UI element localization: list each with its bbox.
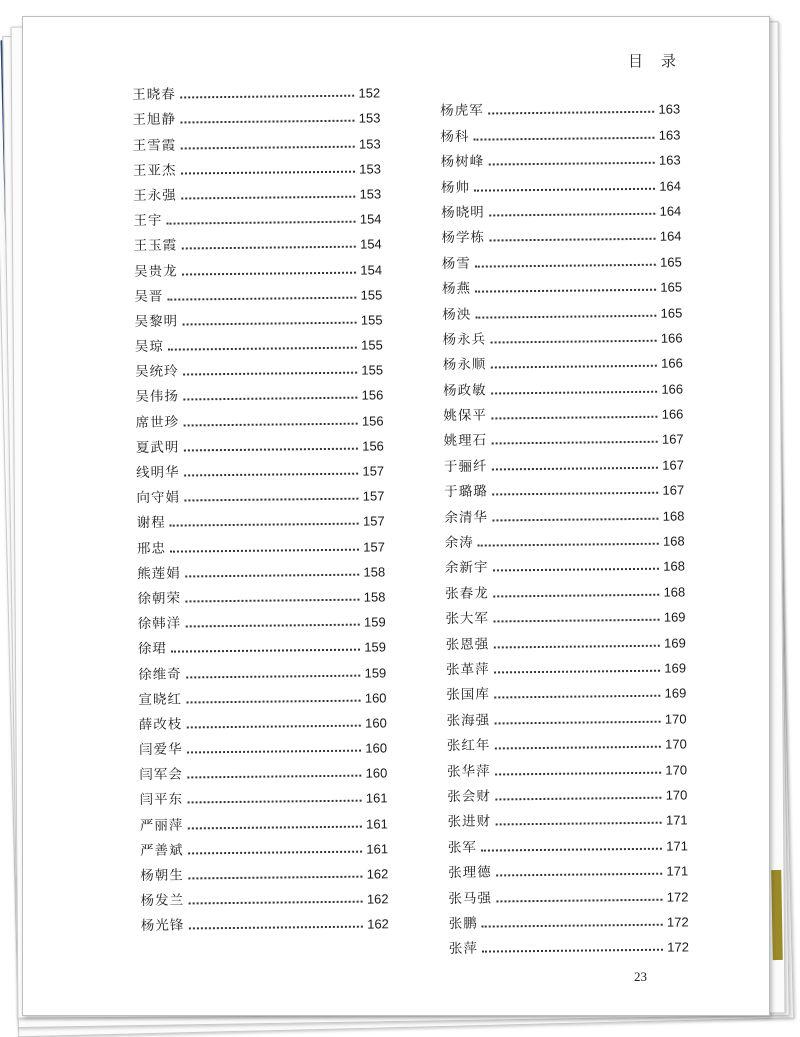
toc-entry-name: 张马强 [448, 890, 493, 907]
toc-entry [447, 752, 687, 780]
toc-entry [446, 650, 686, 678]
toc-entry-name: 向守娟 [136, 489, 180, 507]
toc-entry [134, 302, 382, 330]
toc-entry [140, 831, 388, 859]
dot-leader [488, 111, 655, 115]
toc-entry [134, 277, 382, 305]
toc-entry [137, 579, 385, 607]
toc-entry [448, 879, 688, 907]
toc-entry [139, 730, 387, 758]
dot-leader [168, 347, 357, 351]
dot-leader [491, 390, 658, 394]
toc-entry-page: 153 [358, 110, 381, 127]
toc-entry [441, 218, 681, 246]
toc-entry-name: 吴黎明 [134, 313, 179, 330]
toc-entry [134, 252, 382, 280]
toc-entry-page: 166 [660, 330, 683, 346]
toc-entry-page: 162 [367, 916, 389, 932]
dot-leader [180, 95, 355, 99]
toc-entry-name: 张恩强 [445, 636, 490, 653]
toc-entry [137, 554, 385, 582]
toc-entry-page: 171 [666, 863, 689, 879]
toc-entry-name: 闫军会 [139, 766, 183, 784]
toc-entry-name: 杨光锋 [140, 917, 185, 935]
toc-entry-name: 张大军 [445, 610, 490, 628]
dot-leader [491, 467, 658, 471]
dot-leader [181, 196, 356, 200]
toc-entry [441, 193, 681, 221]
dot-leader [489, 213, 656, 217]
dot-leader [185, 599, 360, 603]
toc-entry-name: 杨雪 [441, 255, 471, 272]
dot-leader [490, 365, 657, 369]
toc-entry [138, 680, 386, 708]
toc-entry-name: 张红年 [446, 737, 491, 755]
dot-leader [491, 416, 658, 420]
dot-leader [475, 289, 656, 293]
toc-entry [449, 904, 689, 932]
toc-entry [135, 327, 383, 355]
toc-entry-name: 张进财 [447, 813, 492, 831]
toc-entry [441, 168, 681, 196]
toc-entry-page: 160 [364, 690, 387, 706]
dot-leader [187, 750, 362, 754]
dot-leader [183, 422, 358, 426]
dot-leader [475, 263, 656, 267]
toc-entry [444, 472, 684, 500]
toc-entry-page: 156 [361, 413, 384, 429]
toc-entry-page: 172 [666, 914, 689, 930]
toc-entry [134, 227, 382, 255]
toc-entry-name: 杨永顺 [442, 356, 487, 374]
dot-leader [187, 800, 362, 804]
toc-entry-page: 163 [658, 127, 681, 143]
toc-entry-page: 162 [366, 891, 389, 907]
toc-entry-page: 168 [662, 508, 685, 524]
toc-entry-name: 徐朝荣 [137, 590, 182, 607]
toc-entry [138, 629, 386, 657]
toc-entry [135, 403, 383, 431]
dot-leader [481, 847, 662, 851]
toc-entry-page: 152 [358, 85, 381, 101]
dot-leader [181, 246, 356, 250]
toc-entry-name: 吴伟扬 [135, 388, 179, 406]
toc-left-column [132, 75, 389, 934]
toc-entry-page: 164 [659, 203, 682, 219]
toc-entry-page: 159 [364, 639, 387, 655]
toc-entry-name: 王亚杰 [132, 162, 177, 179]
toc-entry-page: 170 [665, 787, 688, 803]
toc-entry [136, 504, 384, 532]
toc-entry [135, 378, 383, 406]
toc-entry-name: 余涛 [444, 534, 474, 552]
toc-entry-page: 169 [663, 609, 686, 625]
toc-entry-name: 杨树峰 [440, 153, 485, 171]
toc-entry [136, 453, 384, 481]
dot-leader [185, 624, 360, 628]
toc-entry-name: 徐珺 [137, 640, 168, 658]
toc-entry-name: 杨泱 [442, 306, 472, 323]
toc-entry-name: 杨学栋 [441, 229, 486, 247]
dot-leader [492, 492, 659, 496]
toc-entry [448, 828, 688, 856]
dot-leader [494, 695, 661, 699]
toc-entry-page: 166 [661, 355, 683, 371]
toc-entry [446, 675, 686, 703]
toc-entry-page: 165 [660, 304, 683, 321]
toc-entry-page: 171 [665, 812, 688, 829]
dot-leader [182, 322, 357, 326]
toc-entry-page: 166 [661, 406, 684, 422]
toc-entry [443, 345, 683, 373]
toc-entry-name: 杨虎军 [440, 102, 484, 120]
toc-entry-name: 杨燕 [441, 280, 472, 298]
toc-entry [133, 151, 381, 179]
toc-entry [441, 142, 681, 170]
toc-entry-page: 155 [360, 312, 383, 328]
toc-entry [448, 853, 688, 881]
toc-entry-name: 邢忠 [136, 540, 167, 557]
dot-leader [495, 771, 662, 775]
dot-leader [185, 573, 360, 577]
toc-entry-page: 165 [659, 254, 682, 270]
dot-leader [494, 720, 661, 724]
toc-entry [445, 548, 685, 576]
toc-entry-page: 169 [664, 660, 687, 676]
toc-entry [140, 881, 388, 909]
toc-entry-name: 闫爱华 [138, 741, 183, 759]
toc-entry-name: 闫平东 [139, 791, 184, 809]
toc-entry [444, 498, 684, 526]
toc-entry [442, 295, 682, 323]
toc-entry-page: 169 [663, 635, 686, 651]
toc-entry-page: 168 [663, 558, 686, 575]
toc-entry [442, 244, 682, 272]
toc-entry-page: 161 [366, 815, 388, 832]
toc-entry-page: 157 [362, 488, 385, 504]
dot-leader [183, 372, 358, 376]
dot-leader [475, 314, 656, 318]
toc-entry [446, 625, 686, 653]
dot-leader [478, 543, 659, 547]
dot-leader [188, 926, 363, 930]
dot-leader [182, 271, 357, 275]
toc-entry-page: 166 [661, 381, 684, 397]
toc-entry-name: 余新宇 [444, 559, 489, 577]
page-header-title: 目录 [628, 52, 695, 70]
toc-entry-name: 张理德 [448, 864, 492, 882]
toc-entry [443, 396, 683, 424]
toc-entry-page: 163 [658, 152, 681, 168]
toc-entry [138, 655, 386, 683]
toc-entry-page: 158 [363, 564, 386, 580]
toc-entry [442, 269, 682, 297]
toc-entry [138, 604, 386, 632]
toc-entry-page: 153 [358, 135, 381, 152]
toc-entry [447, 777, 687, 805]
toc-entry-page: 168 [662, 533, 685, 549]
dot-leader [167, 221, 356, 225]
toc-entry [440, 117, 680, 145]
dot-leader [493, 619, 660, 623]
toc-entry-name: 杨发兰 [140, 892, 185, 910]
toc-entry [440, 91, 680, 119]
toc-entry-name: 王旭静 [132, 111, 177, 129]
dot-leader [180, 145, 355, 149]
toc-entry-name: 薛改枝 [138, 716, 183, 733]
dot-leader [482, 924, 663, 928]
dot-leader [180, 170, 355, 174]
dot-leader [489, 238, 656, 242]
toc-entry [136, 428, 384, 456]
dot-leader [490, 340, 657, 344]
toc-entry-page: 167 [662, 457, 684, 473]
toc-entry-name: 严丽萍 [139, 817, 184, 834]
dot-leader [493, 644, 660, 648]
toc-entry [136, 478, 384, 506]
toc-entry-page: 153 [359, 161, 382, 177]
toc-entry-page: 156 [361, 387, 384, 404]
dot-leader [496, 873, 663, 877]
toc-entry-name: 吴琼 [134, 338, 164, 356]
toc-entry [449, 929, 689, 957]
toc-entry-name: 熊莲娟 [137, 565, 181, 582]
toc-entry [133, 126, 381, 154]
book-cover-edge-gold [771, 870, 783, 960]
toc-entry-page: 154 [360, 261, 383, 278]
toc-entry-name: 夏武明 [135, 439, 180, 456]
toc-entry-page: 172 [667, 939, 690, 955]
dot-leader [492, 568, 659, 572]
dot-leader [482, 949, 663, 953]
toc-entry-page: 156 [362, 438, 384, 454]
toc-entry-page: 157 [363, 538, 385, 555]
toc-entry-name: 杨政敏 [443, 382, 487, 399]
toc-entry-page: 158 [363, 589, 386, 605]
toc-entry-page: 162 [366, 866, 389, 882]
dot-leader [170, 523, 359, 527]
dot-leader [183, 447, 358, 451]
dot-leader [495, 797, 662, 801]
dot-leader [187, 825, 362, 829]
toc-entry-name: 张海强 [446, 712, 491, 729]
toc-entry-name: 张华萍 [447, 763, 491, 780]
toc-entry [132, 75, 380, 103]
toc-entry-page: 172 [666, 888, 689, 905]
toc-entry-name: 杨朝生 [140, 867, 184, 884]
toc-entry [444, 447, 684, 475]
toc-entry [137, 529, 385, 557]
toc-entry [139, 755, 387, 783]
dot-leader [184, 473, 359, 477]
dot-leader [188, 901, 363, 905]
dot-leader [188, 876, 363, 880]
dot-leader [183, 397, 358, 401]
toc-entry-page: 161 [365, 790, 388, 807]
toc-entry-name: 谢程 [136, 515, 166, 532]
toc-entry [443, 422, 683, 450]
toc-entry [443, 371, 683, 399]
toc-entry-page: 160 [365, 765, 388, 781]
toc-entry-page: 155 [361, 362, 384, 378]
toc-entry-page: 154 [359, 236, 382, 252]
dot-leader [494, 670, 661, 674]
toc-entry [139, 781, 387, 809]
toc-entry-page: 159 [364, 664, 387, 681]
toc-entry-name: 徐维奇 [138, 666, 182, 683]
dot-leader [488, 162, 655, 166]
toc-entry [447, 726, 687, 754]
dot-leader [496, 898, 663, 902]
toc-entry-page: 165 [660, 279, 683, 295]
toc-entry-name: 张会财 [447, 788, 491, 805]
toc-entry-name: 姚保平 [443, 407, 487, 425]
toc-entry-name: 王晓春 [132, 86, 176, 104]
dot-leader [491, 441, 658, 445]
dot-leader [494, 746, 661, 750]
toc-entry-name: 严善斌 [140, 842, 184, 859]
toc-entry [445, 599, 685, 627]
toc-entry-name: 杨帅 [440, 179, 471, 196]
dot-leader [186, 725, 361, 729]
toc-entry-page: 170 [664, 711, 687, 727]
toc-entry-name: 杨永兵 [442, 331, 487, 348]
page-number: 23 [634, 969, 647, 984]
toc-entry-name: 吴晋 [134, 288, 164, 305]
toc-entry-name: 张萍 [448, 940, 479, 958]
dot-leader [186, 699, 361, 703]
toc-entry-page: 155 [360, 287, 383, 303]
toc-entry [445, 523, 685, 551]
toc-entry-name: 吴贵龙 [133, 263, 178, 280]
toc-entry-name: 吴统玲 [134, 363, 179, 381]
toc-entry-page: 171 [666, 838, 688, 854]
toc-entry-page: 167 [662, 482, 685, 498]
toc-entry-page: 167 [661, 431, 684, 448]
toc-entry-page: 153 [359, 186, 382, 202]
toc-entry-name: 王玉霞 [133, 237, 178, 255]
toc-entry-page: 163 [658, 101, 681, 118]
toc-entry-page: 161 [366, 841, 389, 857]
toc-entry [132, 101, 380, 129]
dot-leader [187, 775, 362, 779]
dot-leader [180, 120, 355, 124]
toc-entry-name: 席世珍 [135, 414, 180, 431]
toc-entry [447, 802, 687, 830]
toc-entry [445, 574, 685, 602]
toc-entry-page: 160 [365, 740, 388, 756]
toc-entry-name: 王永强 [133, 187, 177, 204]
toc-entry-name: 张春龙 [445, 585, 489, 602]
toc-right-column [440, 91, 689, 957]
dot-leader [184, 498, 359, 502]
toc-entry-name: 宣晓红 [138, 691, 183, 708]
toc-entry [135, 352, 383, 380]
toc-entry [140, 806, 388, 834]
toc-entry-page: 157 [362, 513, 385, 529]
toc-entry-name: 王宇 [133, 212, 163, 230]
dot-leader [495, 822, 662, 826]
toc-entry-name: 张革萍 [445, 661, 490, 678]
toc-entry [133, 176, 381, 204]
toc-entry [133, 201, 381, 229]
dot-leader [171, 649, 360, 653]
toc-entry-name: 张国库 [446, 686, 490, 704]
toc-entry [446, 701, 686, 729]
toc-entry-page: 164 [659, 228, 682, 245]
toc-entry-name: 姚理石 [443, 432, 488, 450]
toc-entry-name: 杨晓明 [441, 204, 485, 221]
dot-leader [188, 850, 363, 854]
toc-entry-page: 159 [363, 614, 386, 630]
toc-entry [140, 856, 388, 884]
dot-leader [493, 594, 660, 598]
toc-entry [139, 705, 387, 733]
toc-entry-page: 157 [362, 463, 385, 479]
toc-entry-page: 168 [663, 584, 686, 600]
toc-entry [442, 320, 682, 348]
dot-leader [473, 137, 654, 141]
toc-entry-name: 于璐璐 [444, 483, 488, 501]
dot-leader [474, 187, 655, 191]
dot-leader [170, 548, 359, 552]
dot-leader [167, 296, 356, 300]
dot-leader [186, 674, 361, 678]
toc-entry-name: 王雪霞 [132, 137, 177, 154]
toc-entry [141, 907, 389, 935]
toc-entry-name: 余清华 [444, 509, 489, 526]
toc-entry-page: 155 [361, 337, 383, 353]
toc-entry-name: 张鹏 [448, 915, 478, 932]
toc-entry-name: 张军 [447, 839, 477, 856]
toc-entry-name: 杨科 [440, 128, 470, 145]
dot-leader [492, 517, 659, 521]
toc-entry-page: 170 [665, 736, 687, 752]
toc-entry-name: 于骊纤 [443, 458, 488, 475]
toc-entry-page: 169 [664, 685, 687, 702]
toc-entry-page: 154 [359, 211, 382, 227]
toc-entry-page: 164 [659, 178, 682, 194]
toc-entry-page: 160 [364, 715, 387, 731]
toc-entry-name: 徐韩洋 [137, 615, 182, 633]
toc-entry-page: 170 [665, 761, 688, 778]
toc-entry-name: 线明华 [136, 464, 180, 481]
